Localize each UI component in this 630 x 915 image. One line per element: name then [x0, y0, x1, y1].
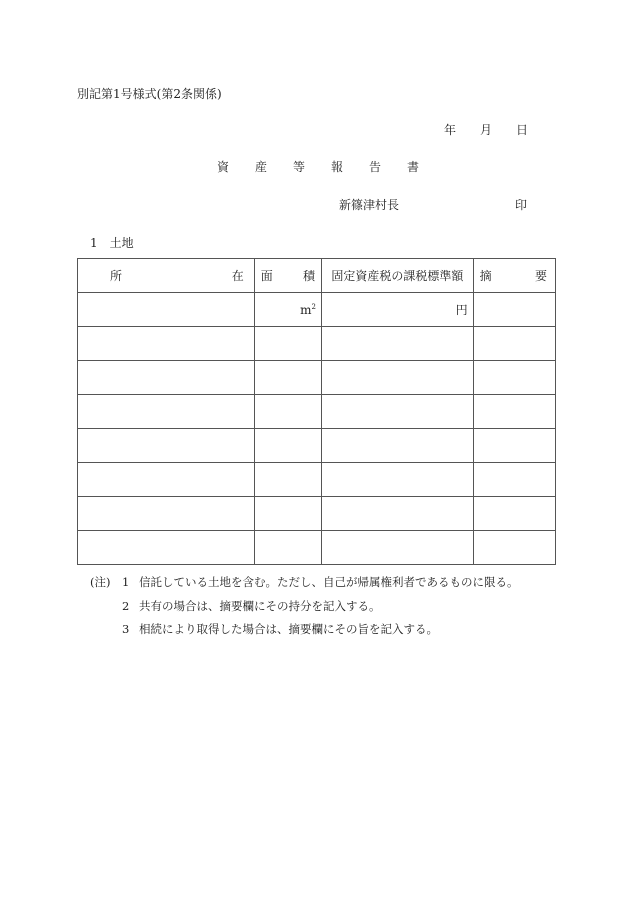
tax-base-cell[interactable] — [322, 327, 474, 361]
tax-base-cell[interactable] — [322, 361, 474, 395]
date-year-label: 年 — [444, 123, 457, 137]
header-remarks-char: 要 — [534, 269, 547, 283]
addressee: 新篠津村長 — [339, 198, 400, 212]
note-text: 信託している土地を含む。ただし、自己が帰属権利者であるものに限る。 — [139, 575, 519, 589]
title-char: 産 — [255, 160, 268, 174]
table-header-row — [78, 259, 556, 293]
table-row — [78, 463, 556, 497]
table-row — [78, 429, 556, 463]
header-area-char: 積 — [303, 269, 316, 283]
title-char: 書 — [407, 160, 420, 174]
header-location — [78, 259, 255, 293]
date-line — [444, 123, 528, 137]
remarks-cell[interactable] — [473, 327, 555, 361]
location-cell[interactable] — [78, 395, 255, 429]
header-location-char: 所 — [110, 269, 123, 283]
location-cell[interactable] — [78, 327, 255, 361]
remarks-cell[interactable] — [473, 463, 555, 497]
location-cell[interactable] — [78, 497, 255, 531]
tax-base-cell[interactable] — [322, 293, 474, 327]
table-row — [78, 395, 556, 429]
table-row — [78, 531, 556, 565]
header-area — [254, 259, 321, 293]
remarks-cell[interactable] — [473, 293, 555, 327]
remarks-cell[interactable] — [473, 361, 555, 395]
note-line — [90, 622, 438, 636]
tax-base-cell[interactable] — [322, 497, 474, 531]
title-char: 報 — [331, 160, 344, 174]
date-month-label: 月 — [480, 123, 493, 137]
date-day-label: 日 — [516, 123, 529, 137]
header-remarks — [473, 259, 555, 293]
title-char: 資 — [217, 160, 230, 174]
area-cell[interactable] — [254, 531, 321, 565]
tax-base-cell[interactable] — [322, 395, 474, 429]
location-cell[interactable] — [78, 463, 255, 497]
note-number: 1 — [122, 575, 130, 589]
location-cell[interactable] — [78, 293, 255, 327]
remarks-cell[interactable] — [473, 429, 555, 463]
note-number: 2 — [122, 599, 130, 613]
location-cell[interactable] — [78, 429, 255, 463]
table-row — [78, 497, 556, 531]
section-label: 1 土地 — [90, 236, 134, 250]
form-reference: 別記第1号様式(第2条関係) — [77, 87, 222, 101]
area-cell[interactable] — [254, 293, 321, 327]
location-cell[interactable] — [78, 531, 255, 565]
area-cell[interactable] — [254, 429, 321, 463]
note-label: (注) — [90, 575, 111, 589]
seal-mark: 印 — [515, 198, 528, 212]
header-tax-base: 固定資産税の課税標準額 — [322, 259, 474, 293]
note-text: 共有の場合は、摘要欄にその持分を記入する。 — [139, 599, 381, 613]
tax-base-cell[interactable] — [322, 531, 474, 565]
area-unit-superscript: 2 — [311, 302, 317, 311]
remarks-cell[interactable] — [473, 531, 555, 565]
header-area-char: 面 — [260, 269, 273, 283]
header-location-char: 在 — [231, 269, 244, 283]
area-cell[interactable] — [254, 463, 321, 497]
area-cell[interactable] — [254, 327, 321, 361]
tax-base-cell[interactable] — [322, 463, 474, 497]
note-number: 3 — [122, 622, 130, 636]
table-row — [78, 327, 556, 361]
table-row — [78, 293, 556, 327]
tax-base-unit: 円 — [455, 303, 468, 317]
remarks-cell[interactable] — [473, 497, 555, 531]
note-line — [90, 575, 519, 589]
title-char: 告 — [369, 160, 382, 174]
area-cell[interactable] — [254, 497, 321, 531]
area-cell[interactable] — [254, 395, 321, 429]
area-unit: m — [300, 302, 312, 317]
tax-base-cell[interactable] — [322, 429, 474, 463]
table-row — [78, 361, 556, 395]
remarks-cell[interactable] — [473, 395, 555, 429]
land-table — [77, 258, 556, 565]
header-remarks-char: 摘 — [479, 269, 492, 283]
location-cell[interactable] — [78, 361, 255, 395]
document-title — [217, 160, 445, 174]
title-char: 等 — [293, 160, 306, 174]
note-text: 相続により取得した場合は、摘要欄にその旨を記入する。 — [139, 622, 438, 636]
area-cell[interactable] — [254, 361, 321, 395]
note-line — [90, 599, 381, 613]
